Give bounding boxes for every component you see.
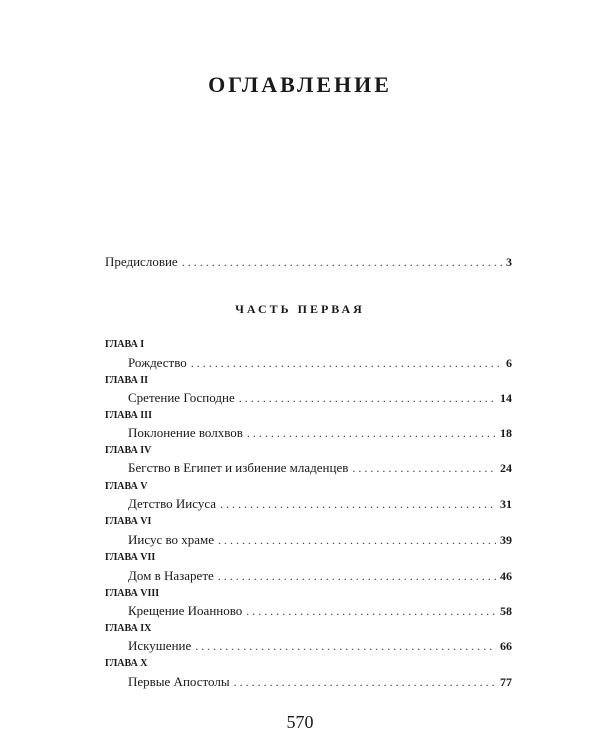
entry-page-number: 46 [500, 569, 512, 583]
dot-leader [247, 425, 496, 441]
dot-leader [234, 674, 496, 690]
entry-page-number: 39 [500, 533, 512, 547]
entry-page-number: 66 [500, 639, 512, 653]
entry-label: Дом в Назарете [128, 568, 214, 583]
toc-entry-chapter[interactable] [128, 603, 512, 619]
chapter-heading: ГЛАВА IV [105, 445, 152, 456]
chapter-heading: ГЛАВА III [105, 410, 152, 421]
entry-label: Искушение [128, 638, 192, 653]
chapter-heading: ГЛАВА VI [105, 516, 152, 527]
chapter-heading: ГЛАВА VIII [105, 588, 160, 599]
chapter-heading: ГЛАВА IX [105, 623, 152, 634]
toc-entry-chapter[interactable] [128, 460, 512, 476]
dot-leader [195, 638, 496, 654]
toc-title: ОГЛАВЛЕНИЕ [208, 72, 392, 97]
entry-label: Поклонение волхвов [128, 425, 243, 440]
dot-leader [220, 496, 496, 512]
dot-leader [218, 568, 496, 584]
dot-leader [182, 254, 502, 270]
toc-entry-chapter[interactable] [128, 638, 512, 654]
chapter-heading: ГЛАВА I [105, 339, 145, 350]
entry-label: Предисловие [105, 254, 178, 269]
entry-label: Иисус во храме [128, 532, 215, 547]
dot-leader [246, 603, 496, 619]
entry-page-number: 77 [500, 675, 512, 689]
entry-label: Рождество [128, 355, 187, 370]
chapter-heading: ГЛАВА II [105, 375, 149, 386]
entry-page-number: 31 [500, 497, 512, 511]
entry-page-number: 58 [500, 604, 512, 618]
toc-entry-preface[interactable] [105, 254, 512, 270]
entry-label: Детство Иисуса [128, 496, 217, 511]
dot-leader [191, 355, 502, 371]
dot-leader [218, 532, 496, 548]
entry-page-number: 3 [506, 255, 512, 269]
toc-entry-chapter[interactable] [128, 496, 512, 512]
entry-page-number: 6 [506, 356, 512, 370]
entry-label: Крещение Иоанново [128, 603, 243, 618]
part-title: ЧАСТЬ ПЕРВАЯ [235, 302, 365, 316]
toc-entry-chapter[interactable] [128, 425, 512, 441]
chapter-heading: ГЛАВА V [105, 481, 148, 492]
entry-page-number: 24 [500, 461, 512, 475]
entry-label: Бегство в Египет и избиение младенцев [128, 460, 349, 475]
toc-entry-chapter[interactable] [128, 355, 512, 371]
page-number: 570 [286, 712, 314, 732]
toc-entry-chapter[interactable] [128, 390, 512, 406]
dot-leader [352, 460, 496, 476]
chapter-heading: ГЛАВА VII [105, 552, 156, 563]
entry-page-number: 14 [500, 391, 512, 405]
entry-label: Сретение Господне [128, 390, 235, 405]
toc-entry-chapter[interactable] [128, 532, 512, 548]
toc-entry-chapter[interactable] [128, 568, 512, 584]
dot-leader [239, 390, 496, 406]
toc-entry-chapter[interactable] [128, 674, 512, 690]
chapter-heading: ГЛАВА X [105, 658, 148, 669]
entry-page-number: 18 [500, 426, 512, 440]
entry-label: Первые Апостолы [128, 674, 230, 689]
